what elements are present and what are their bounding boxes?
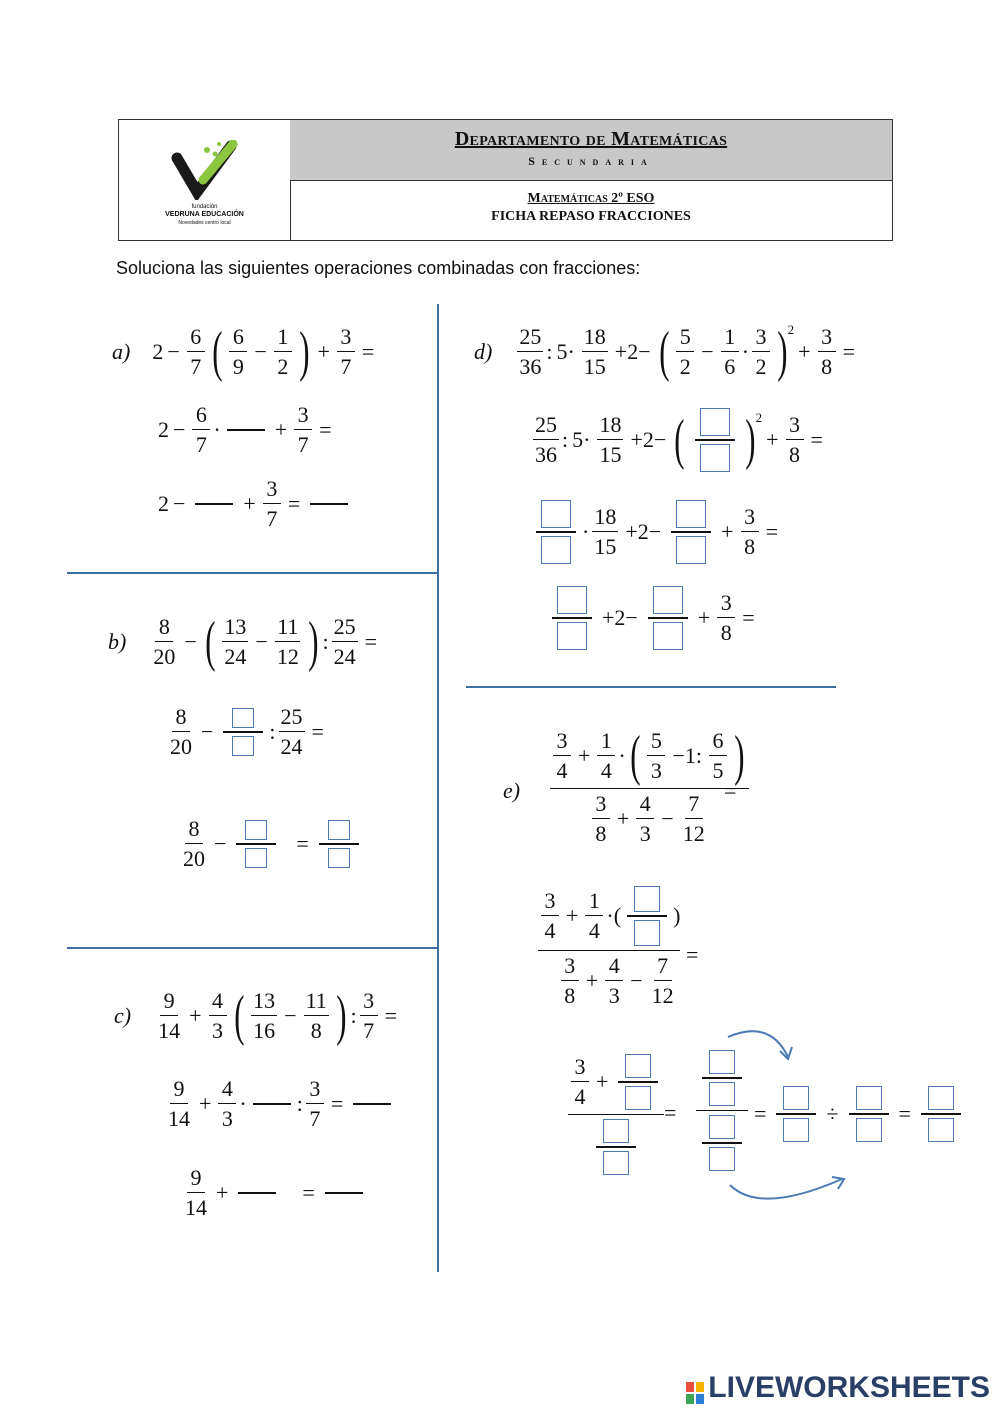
answer-box[interactable] [653,586,683,614]
divider-de [466,686,836,688]
answer-blank[interactable] [238,1192,276,1194]
exercise-e-line1: 3 4 + $\frac{1}{4}$ · ( 5 3 −1: 6 5 ) 3 8 + $\frac{4}{3}$ − $\frac{7}{12}$ [550,728,749,845]
answer-box[interactable] [557,586,587,614]
answer-box[interactable] [603,1151,629,1175]
watermark-text: LIVEWORKSHEETS [708,1371,990,1404]
divider-bc [67,947,438,949]
section-title: Secundaria [528,154,654,168]
equals-sign: = [724,778,737,803]
exercise-d-line3: · 18 15 +2− + $\frac{3}{8}$ = [530,500,782,564]
answer-box[interactable] [700,444,730,472]
answer-blank[interactable] [325,1192,363,1194]
logo-line3: Novedades centro local [178,220,231,226]
answer-box[interactable] [700,408,730,436]
answer-box[interactable] [328,848,350,868]
answer-box[interactable] [928,1086,954,1110]
exercise-c-line3: 9 14 + = [180,1167,369,1219]
exercise-d-line2: 25 36 : 5· 18 15 +2− ( ) 2 + $\frac{3}{8}$ = [535,409,823,471]
school-logo [119,120,291,240]
exercise-e-line2: 3 4 + $\frac{1}{4}$ ·( ) 3 8 + $\frac{4}{3}$ − $\frac{7}{12}$ [538,886,680,1007]
department-title: Departamento de Matemáticas [454,128,728,150]
divider-ab [67,572,438,574]
answer-box[interactable] [232,736,254,756]
answer-box[interactable] [232,708,254,728]
answer-blank[interactable] [353,1103,391,1105]
answer-box[interactable] [634,886,660,912]
label-d: d) [474,339,493,364]
answer-box[interactable] [541,536,571,564]
equals-sign: = [664,1100,677,1125]
logo-check-icon [169,140,259,200]
exercise-c-line2: 9 14 + $\frac{4}{3}$ · : $\frac{3}{7}$ = [163,1078,397,1130]
course-title: Matemáticas 2º ESO [527,191,655,206]
header-top-cell [290,120,892,181]
answer-box[interactable] [245,848,267,868]
exercise-b-line1: b) 8 20 − ( 13 24 − $\frac{11}{12}$ ) : $\frac{25}{24}$ = [108,611,378,673]
logo-line2: VEDRUNA EDUCACIÓN [165,211,244,218]
label-b: b) [108,629,127,654]
exercise-a-line2: 2 − $\frac{6}{7}$ · + $\frac{3}{7}$ = [158,402,332,457]
equals-sign: = [686,942,699,967]
answer-box[interactable] [603,1119,629,1143]
answer-box[interactable] [625,1086,651,1110]
answer-box[interactable] [328,820,350,840]
exercise-e-line3-right: = ÷ = [750,1086,967,1142]
answer-box[interactable] [541,500,571,528]
answer-box[interactable] [245,820,267,840]
label-a: a) [112,339,131,364]
answer-blank[interactable] [195,503,233,505]
header-bottom-cell [290,181,892,240]
exercise-a-line1: a) 2 − $\frac{6}{7}$ ( 6 9 − $\frac{1}{2}$ ) + $\frac{3}{7}$ = [112,321,375,383]
answer-blank[interactable] [227,429,265,431]
answer-box[interactable] [676,536,706,564]
watermark [686,1371,990,1405]
header-table [118,119,893,241]
exercise-e-label [503,778,542,804]
answer-blank[interactable] [310,503,348,505]
exercise-a-line3: 2 − + $\frac{3}{7}$ = [158,478,354,530]
liveworksheets-logo-icon [686,1378,704,1400]
vertical-divider [437,304,439,1272]
label-c: c) [114,1003,132,1028]
exercise-d-line4: +2− + $\frac{3}{8}$ = [546,586,759,650]
answer-box[interactable] [653,622,683,650]
answer-box[interactable] [928,1118,954,1142]
instructions: Soluciona las siguientes operaciones combinadas con fracciones: [116,258,641,278]
exercise-c-line1: c) 9 14 + $\frac{4}{3}$ ( 13 16 − $\frac{11}{8}$ ) : $\frac{3}{7}$ = [114,985,397,1047]
exercise-b-line2: 8 20 − : $\frac{25}{24}$ = [170,704,324,759]
answer-box[interactable] [625,1054,651,1078]
answer-box[interactable] [557,622,587,650]
logo-line1: fundación [191,204,218,210]
label-e: e) [503,778,521,803]
answer-box[interactable] [676,500,706,528]
exercise-d-line1: d) 25 36 : 5· 18 15 +2− ( 5 2 − $\frac{1}{6}$ · 3 2 ) 2 + $\frac{3}{8}$ = [474,321,856,383]
exercise-b-line3: 8 20 − = [178,818,365,870]
answer-blank[interactable] [253,1103,291,1105]
answer-box[interactable] [634,920,660,946]
cross-multiply-arrows-icon [720,1025,860,1215]
exercise-e-line3-left: 3 4 + [568,1054,664,1175]
sheet-title: FICHA REPASO FRACCIONES [491,209,691,224]
